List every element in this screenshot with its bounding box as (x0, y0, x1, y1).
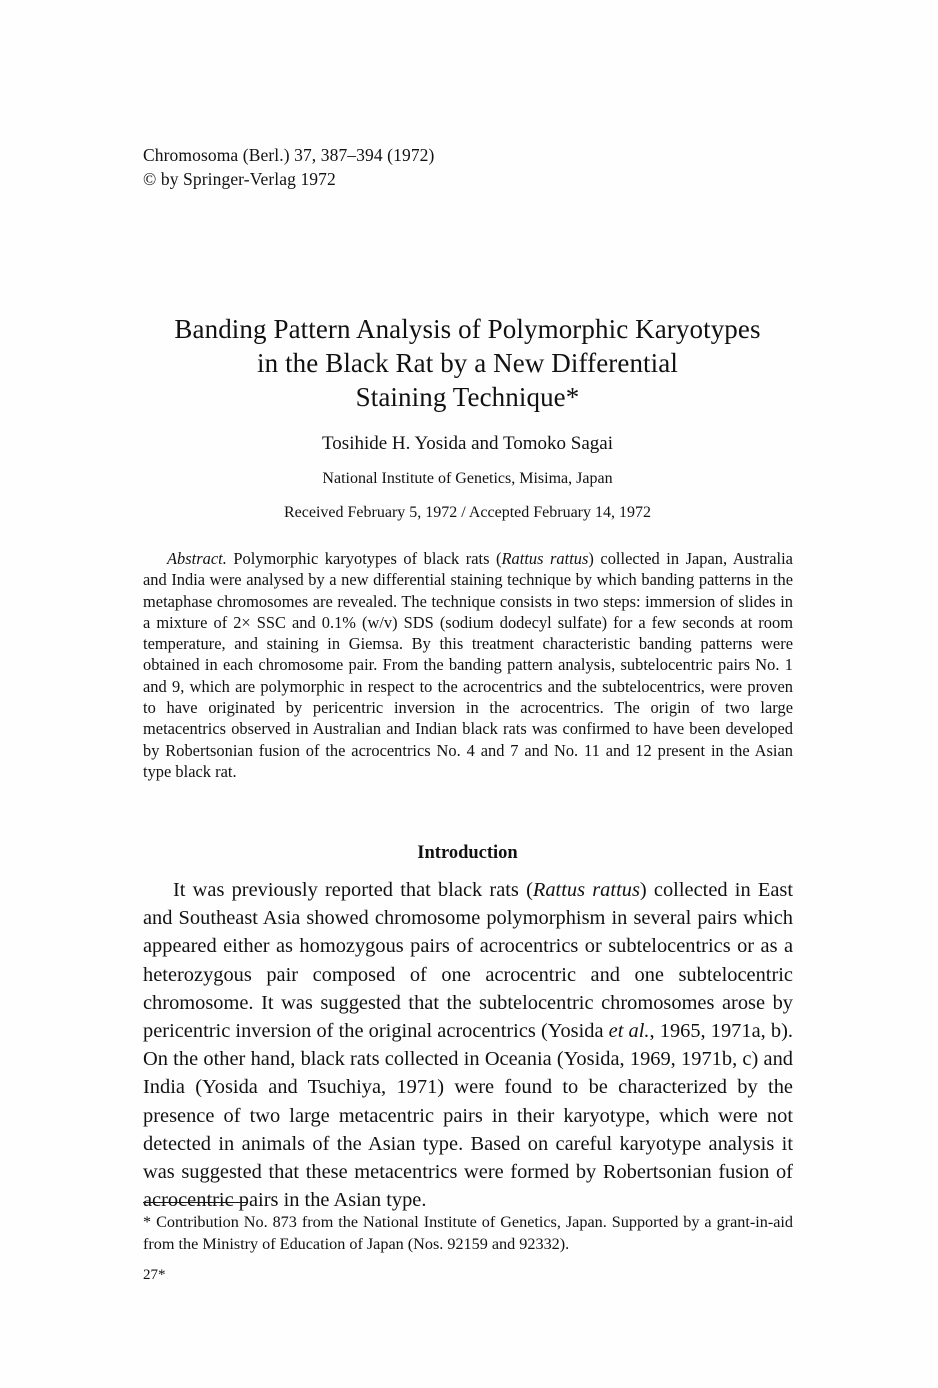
abstract-label: Abstract. (167, 549, 227, 568)
abstract-species-name: Rattus rattus (501, 549, 589, 568)
introduction-etal: et al. (608, 1020, 650, 1043)
introduction-species-name: Rattus rattus (532, 879, 640, 901)
article-title (143, 312, 792, 414)
section-heading-introduction: Introduction (417, 843, 518, 863)
footnote-separator-rule (143, 1202, 248, 1203)
introduction-text-part-2: ) collected in East and Southeast Asia showed chromosome polymorphism in several pairs which appeared either as homozygous pairs of acrocentrics or subtelocentrics or as a heterozygous pair composed of one acrocentric and one subtelocentric chromosome. It was suggested that the subtelocentric chromosomes arose by pericentric inversion of the original acrocentrics (Yosida (143, 879, 793, 1043)
introduction-text-part-3: , 1965, 1971a, b). On the other hand, black rats collected in Oceania (Yosida, 1969, 1971b, c) and India (Yosida and Tsuchiya, 1971) were found to be characterized by the presence of two large metacentric pairs in their karyotype, which were not detected in animals of the Asian type. Based on careful karyotype analysis it was suggested that these metacentrics were formed by Robertsonian fusion of acrocentric pairs in the Asian type. (143, 1020, 793, 1212)
journal-copyright-line: © by Springer-Verlag 1972 (143, 169, 336, 189)
footnote-text: * Contribution No. 873 from the National Institute of Genetics, Japan. Supported by a grant-in-aid from the Ministry of Education of Japan (Nos. 92159 and 92332). (143, 1213, 793, 1253)
abstract-paragraph (143, 548, 793, 782)
journal-citation-line: Chromosoma (Berl.) 37, 387–394 (1972) (143, 145, 435, 165)
abstract-text-part-1: Polymorphic karyotypes of black rats ( (226, 549, 502, 568)
article-title-line-2: in the Black Rat by a New Differential (257, 348, 678, 378)
author-list: Tosihide H. Yosida and Tomoko Sagai (322, 433, 613, 454)
abstract-text-part-2: ) collected in Japan, Australia and India were analysed by a new differential staining technique by which banding patterns in the metaphase chromosomes are revealed. The technique consists in two steps: immersion of slides in a mixture of 2× SSC and 0.1% (w/v) SDS (sodium dodecyl sulfate) for a few seconds at room temperature, and staining in Giemsa. By this treatment characteristic banding patterns were obtained in each chromosome pair. From the banding pattern analysis, subtelocentric pairs No. 1 and 9, which are polymorphic in respect to the acrocentrics and the subtelocentrics, were proven to have originated by pericentric inversion in the acrocentrics. The origin of two large metacentrics observed in Australian and Indian black rats was confirmed to have been developed by Robertsonian fusion of the acrocentrics No. 4 and 7 and No. 11 and 12 present in the Asian type black rat. (143, 549, 793, 781)
introduction-text-part-1: It was previously reported that black rats ( (173, 879, 533, 901)
article-title-line-1: Banding Pattern Analysis of Polymorphic Karyotypes (174, 314, 761, 344)
signature-mark: 27* (143, 1267, 166, 1283)
introduction-paragraph (143, 876, 793, 1214)
received-accepted-dates: Received February 5, 1972 / Accepted February 14, 1972 (283, 504, 651, 521)
article-title-line-3: Staining Technique* (355, 382, 580, 412)
journal-header (143, 143, 434, 191)
affiliation: National Institute of Genetics, Misima, Japan (322, 470, 613, 487)
